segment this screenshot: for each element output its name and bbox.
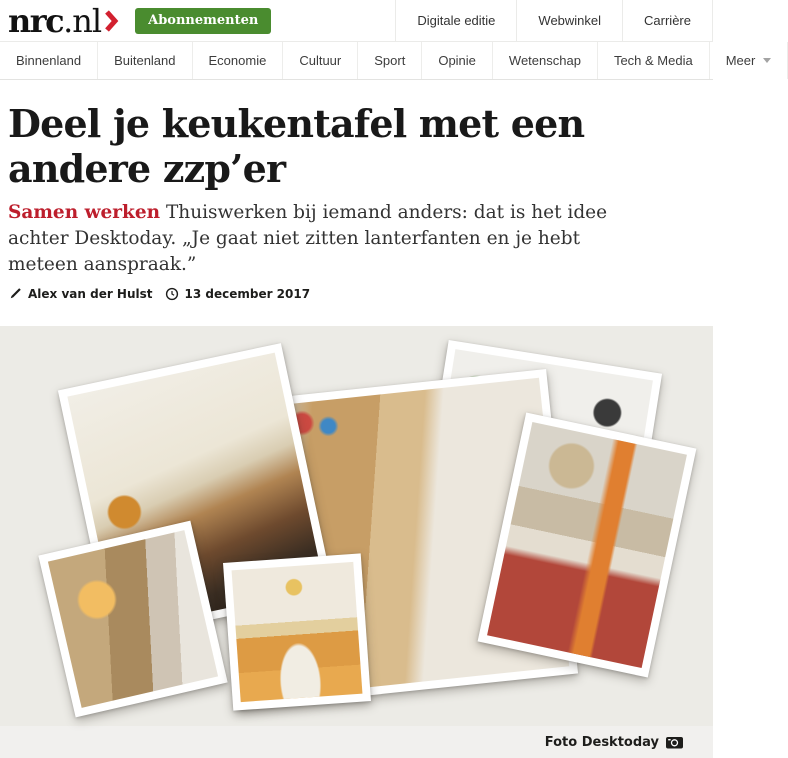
article-lead [8, 200, 616, 278]
nav-item-wetenschap[interactable]: Wetenschap [493, 42, 598, 79]
clock-icon [165, 287, 179, 301]
page-title [8, 101, 705, 191]
byline-author[interactable]: Alex van der Hulst [28, 287, 153, 301]
byline-author-group [8, 287, 153, 301]
nav-item-buitenland[interactable]: Buitenland [98, 42, 192, 79]
logo-chevron-icon [104, 9, 119, 33]
article-kicker: Samen werken [8, 202, 161, 223]
top-bar [0, 0, 713, 42]
title-line-2: andere zzp’er [8, 146, 286, 191]
byline [8, 286, 705, 302]
camera-icon [666, 736, 683, 749]
article-lead-text: Thuiswerken bij iemand anders: dat is het idee achter Desktoday. „Je gaat niet zitten lanterfanten en je hebt meteen aanspraak.” [8, 202, 608, 275]
logo-brand-text: nrc [8, 1, 64, 40]
nav-item-tech-media[interactable]: Tech & Media [598, 42, 710, 79]
nav-item-opinie[interactable]: Opinie [422, 42, 493, 79]
chevron-down-icon [763, 58, 771, 63]
byline-date-group [165, 287, 311, 301]
nav-item-economie[interactable]: Economie [193, 42, 284, 79]
header-link-digitale-editie[interactable]: Digitale editie [395, 0, 516, 41]
subscribe-button[interactable]: Abonnementen [135, 8, 271, 34]
byline-date: 13 december 2017 [184, 287, 311, 301]
nav-item-cultuur[interactable]: Cultuur [283, 42, 358, 79]
logo-tld-text: .nl [63, 1, 102, 40]
article-header [0, 101, 713, 302]
photo-caption: Foto Desktoday [544, 734, 659, 750]
hero-image [0, 326, 713, 726]
title-line-1: Deel je keukentafel met een [8, 101, 585, 146]
nav-item-meer-label: Meer [725, 53, 756, 68]
section-nav [0, 42, 756, 80]
nrc-logo[interactable] [8, 1, 119, 40]
top-links [395, 0, 713, 41]
pencil-icon [8, 287, 22, 301]
header-link-carriere[interactable]: Carrière [622, 0, 713, 41]
nav-item-binnenland[interactable]: Binnenland [0, 42, 98, 79]
nav-item-sport[interactable]: Sport [358, 42, 422, 79]
header-link-webwinkel[interactable]: Webwinkel [516, 0, 622, 41]
photo-caption-bar [0, 726, 713, 758]
hero-photo-bright-dining-room [223, 553, 371, 710]
nav-item-meer[interactable] [710, 42, 788, 79]
